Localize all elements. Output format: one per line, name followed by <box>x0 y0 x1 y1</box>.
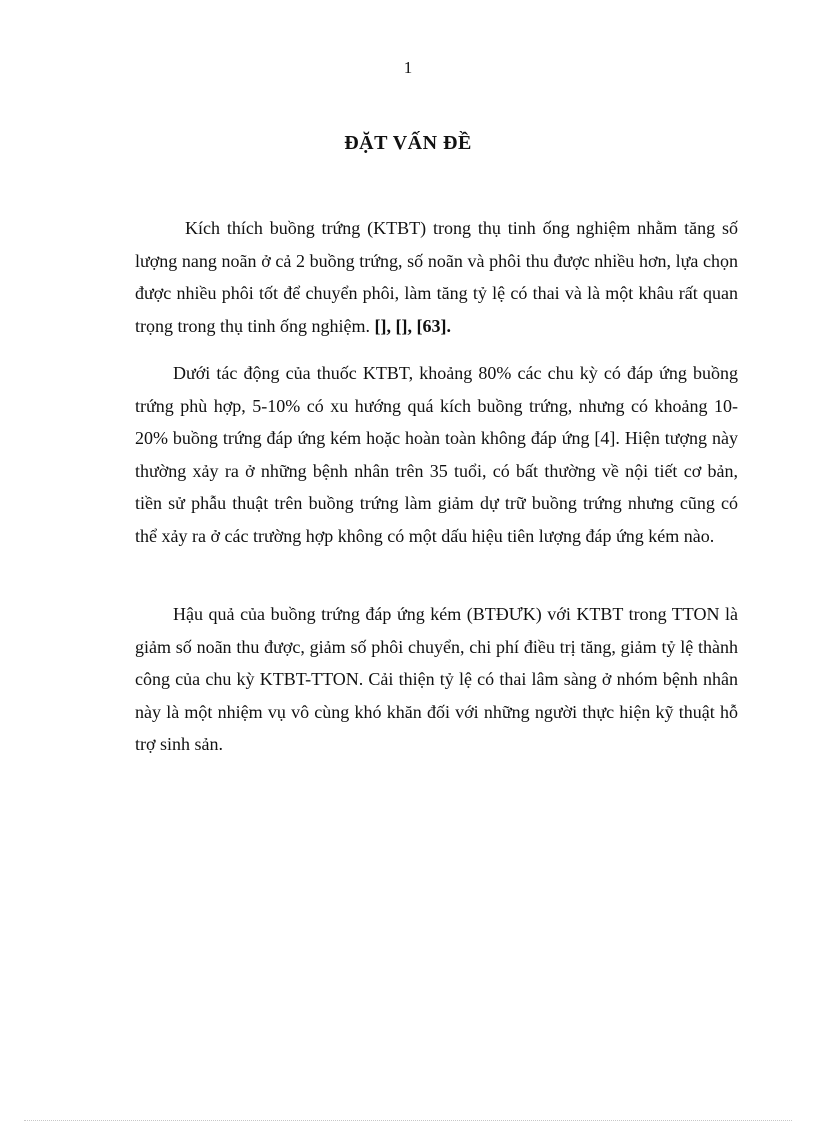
page-number: 1 <box>403 58 413 77</box>
paragraph-3-text: Hậu quả của buồng trứng đáp ứng kém (BTĐƯK) với KTBT trong TTON là giảm số noãn thu được, giảm số phôi chuyển, chi phí điều trị tăng, giảm tỷ lệ thành công của chu kỳ KTBT-TTON. Cải thiện tỷ lệ có thai lâm sàng ở nhóm bệnh nhân này là một nhiệm vụ vô cùng khó khăn đối với những người thực hiện kỹ thuật hỗ trợ sinh sản. <box>135 604 738 754</box>
paragraph-2-text: Dưới tác động của thuốc KTBT, khoảng 80% các chu kỳ có đáp ứng buồng trứng phù hợp, 5-10% có xu hướng quá kích buồng trứng, nhưng có khoảng 10-20% buồng trứng đáp ứng kém hoặc hoàn toàn không đáp ứng [4]. Hiện tượng này thường xảy ra ở những bệnh nhân trên 35 tuổi, có bất thường về nội tiết cơ bản, tiền sử phẫu thuật trên buồng trứng làm giảm dự trữ buồng trứng nhưng cũng có thể xảy ra ở các trường hợp không có một dấu hiệu tiên lượng đáp ứng kém nào. <box>135 363 738 546</box>
paragraph-3 <box>135 598 738 761</box>
paragraph-1-text: Kích thích buồng trứng (KTBT) trong thụ tinh ống nghiệm nhằm tăng số lượng nang noãn ở cả 2 buồng trứng, số noãn và phôi thu được nhiều hơn, lựa chọn được nhiều phôi tốt để chuyển phôi, làm tăng tỷ lệ có thai và là một khâu rất quan trọng trong thụ tinh ống nghiệm. <box>135 218 738 336</box>
page-bottom-divider <box>24 1120 792 1121</box>
paragraph-2 <box>135 357 738 552</box>
page-title: ĐẶT VẤN ĐỀ <box>344 132 472 154</box>
citation-refs: [], [], [63]. <box>374 315 451 336</box>
paragraph-1 <box>135 212 738 342</box>
